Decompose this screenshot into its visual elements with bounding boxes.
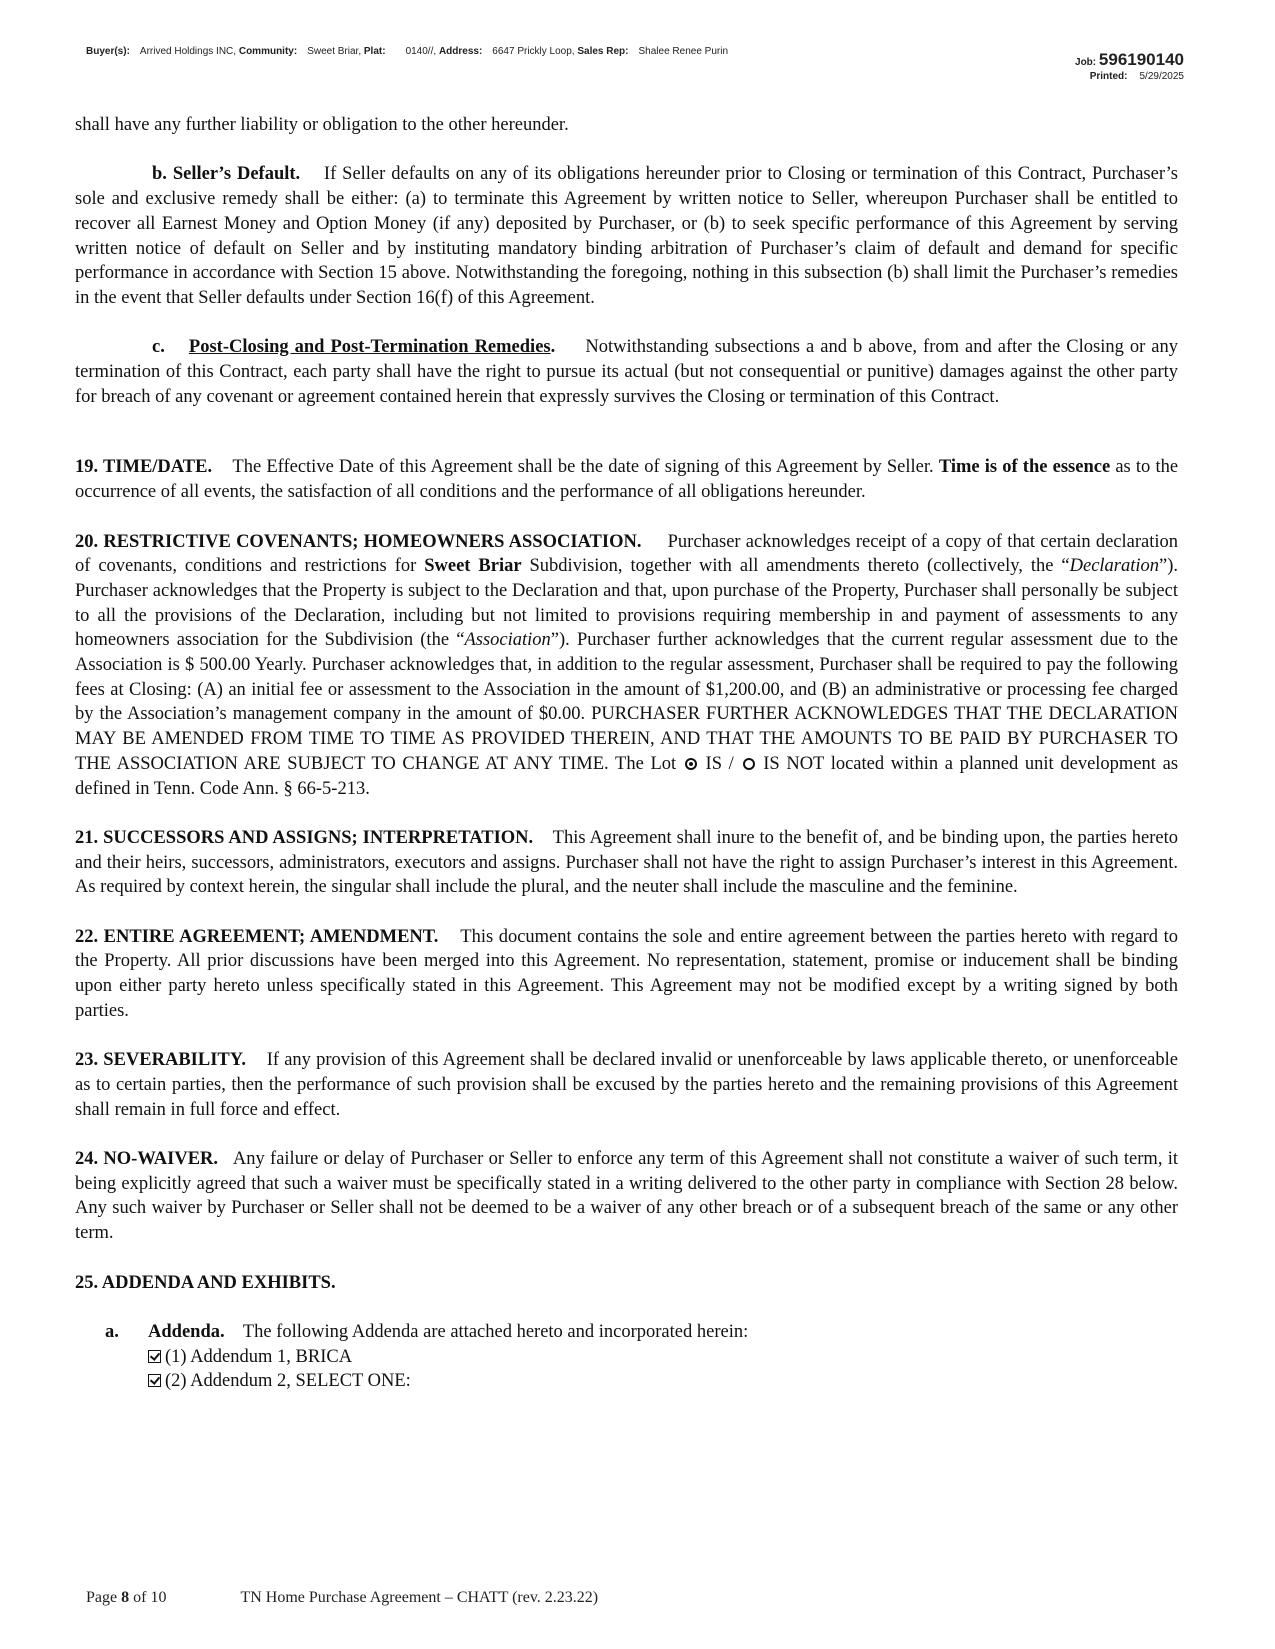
section-21	[75, 826, 1178, 900]
section-25-heading: 25. ADDENDA AND EXHIBITS.	[75, 1272, 336, 1293]
section-25a-text: The following Addenda are attached hereto and incorporated herein:	[242, 1321, 749, 1342]
addendum-1-checkbox[interactable]	[148, 1350, 161, 1363]
section-19-text2: as to the occurrence of all events, the satisfaction of all conditions and the performance of all obligations hereunder.	[75, 457, 1179, 503]
association-term: Association	[464, 630, 551, 651]
form-name: TN Home Purchase Agreement – CHATT (rev. 2.23.22)	[240, 1589, 599, 1606]
section-25a-title: Addenda.	[148, 1321, 225, 1342]
pud-is-not-label: IS NOT located within a planned unit development as defined in Tenn. Code Ann. § 66-5-213.	[75, 753, 1179, 799]
section-18c-title: Post-Closing and Post-Termination Remedies	[188, 337, 551, 358]
section-20-text-4: ”). Purchaser further acknowledges that the current regular assessment due to the Association is $ 500.00 Yearly. Purchaser acknowledges that, in addition to the regular assessment, Purchaser shall be required to pay the following fees at Closing: (A) an initial fee or assessment to the Association in the amount of $1,200.00, and (B) an administrative or processing fee charged by the Association’s management company in the amount of $0.00. PURCHASER FURTHER ACKNOWLEDGES THAT THE DECLARATION MAY BE AMENDED FROM TIME TO TIME AS PROVIDED THEREIN, AND THAT THE AMOUNTS TO BE PAID BY PURCHASER TO THE ASSOCIATION ARE SUBJECT TO CHANGE AT ANY TIME. The Lot	[75, 630, 1178, 774]
page-number: 8	[121, 1589, 130, 1606]
section-20	[75, 530, 1178, 802]
addendum-2-checkbox[interactable]	[148, 1374, 161, 1387]
address-label: Address:	[438, 46, 483, 57]
section-23-heading: 23. SEVERABILITY.	[75, 1050, 247, 1071]
section-18c-text: Notwithstanding subsections a and b above, from and after the Closing or any termination of this Contract, each party shall have the right to pursue its actual (but not consequential or punitive) damages against the other party for breach of any covenant or agreement contained herein that expressly survives the Closing or termination of this Contract.	[75, 337, 1179, 407]
subdivision-name: Sweet Briar	[424, 556, 522, 577]
declaration-term: Declaration	[1069, 556, 1160, 577]
buyer-label: Buyer(s):	[86, 46, 130, 57]
section-20-heading: 20. RESTRICTIVE COVENANTS; HOMEOWNERS ASSOCIATION.	[75, 531, 642, 552]
printed-label: Printed:	[1089, 71, 1128, 82]
section-24-text: Any failure or delay of Purchaser or Seller to enforce any term of this Agreement shall not constitute a waiver of such term, it being explicitly agreed that such a waiver must be specifically stated in a writing delivered to the other party in compliance with Section 28 below. Any such waiver by Purchaser or Seller shall not be deemed to be a waiver of any other breach or of a subsequent breach of the same or any other term.	[75, 1149, 1179, 1244]
section-19-heading: 19. TIME/DATE.	[75, 457, 213, 478]
section-25a	[75, 1320, 1178, 1345]
section-22	[75, 925, 1178, 1024]
section-22-text: This document contains the sole and entire agreement between the parties hereto with regard to the Property. All prior discussions have been merged into this Agreement. No representation, statement, promise or inducement shall be binding upon either party hereto unless specifically stated in this Agreement. This Agreement may not be modified except by a writing signed by both parties.	[75, 926, 1179, 1021]
printed-date: 5/29/2025	[1139, 71, 1184, 82]
section-25a-letter: a.	[105, 1321, 119, 1342]
sales-rep-label: Sales Rep:	[577, 46, 629, 57]
addendum-item	[75, 1369, 1178, 1394]
section-25	[75, 1271, 1178, 1296]
community-label: Community:	[238, 46, 298, 57]
page-suffix: of 10	[133, 1589, 167, 1606]
section-19-bold: Time is of the essence	[938, 457, 1111, 478]
section-20-text-3: ”). Purchaser acknowledges that the Property is subject to the Declaration and that, upon purchase of the Property, Purchaser shall personally be subject to all the provisions of the Declaration, including but not limited to provisions requiring membership in and payment of assessments to any homeowners association for the Subdivision (the “	[75, 556, 1179, 651]
job-info	[1075, 50, 1184, 82]
section-18c-letter: c.	[152, 337, 165, 358]
section-20-text-1: Purchaser acknowledges receipt of a copy of that certain declaration of covenants, conditions and restrictions for	[75, 531, 1179, 577]
plat-label: Plat:	[363, 46, 386, 57]
buyer-value: Arrived Holdings INC,	[139, 46, 237, 57]
page-header	[86, 46, 728, 57]
addendum-1-label: (1) Addendum 1, BRICA	[165, 1346, 353, 1367]
section-23	[75, 1048, 1178, 1122]
section-18b-label: b. Seller’s Default.	[152, 164, 301, 185]
section-18b	[75, 162, 1178, 310]
address-value: 6647 Prickly Loop,	[492, 46, 575, 57]
section-23-text: If any provision of this Agreement shall be declared invalid or unenforceable by laws applicable thereto, or unenforceable as to certain parties, then the performance of such provision shall be excused by the parties hereto and the remaining provisions of this Agreement shall remain in full force and effect.	[75, 1050, 1178, 1120]
section-22-heading: 22. ENTIRE AGREEMENT; AMENDMENT.	[75, 926, 439, 947]
plat-value: 0140//,	[405, 46, 437, 57]
section-21-text: This Agreement shall inure to the benefit of, and be binding upon, the parties hereto and their heirs, successors, administrators, executors and assigns. Purchaser shall not have the right to assign Purchaser’s interest in this Agreement. As required by context herein, the singular shall include the plural, and the neuter shall include the masculine and the feminine.	[75, 827, 1178, 898]
job-number: 596190140	[1098, 50, 1184, 69]
section-24	[75, 1147, 1178, 1246]
sales-rep-value: Shalee Renee Purin	[638, 46, 729, 57]
section-19	[75, 455, 1178, 504]
job-label: Job:	[1075, 57, 1097, 68]
document-body	[75, 113, 1178, 1394]
continuation-text: shall have any further liability or obligation to the other hereunder.	[75, 115, 569, 135]
page-footer	[86, 1589, 598, 1607]
addendum-2-label: (2) Addendum 2, SELECT ONE:	[165, 1371, 411, 1392]
section-24-heading: 24. NO-WAIVER.	[75, 1149, 219, 1170]
page-prefix: Page	[86, 1589, 118, 1606]
pud-is-radio[interactable]	[685, 758, 697, 770]
community-value: Sweet Briar,	[307, 46, 362, 57]
section-18b-text: If Seller defaults on any of its obligations hereunder prior to Closing or termination of this Contract, Purchaser’s sole and exclusive remedy shall be either: (a) to terminate this Agreement by written notice to Seller, whereupon Purchaser shall be entitled to recover all Earnest Money and Option Money (if any) deposited by Purchaser, or (b) to seek specific performance of this Agreement by serving written notice of default on Seller and by instituting mandatory binding arbitration of Purchaser’s claim of default and demand for specific performance in accordance with Section 15 above. Notwithstanding the foregoing, nothing in this subsection (b) shall limit the Purchaser’s remedies in the event that Seller defaults under Section 16(f) of this Agreement.	[75, 164, 1179, 308]
section-19-text: The Effective Date of this Agreement shall be the date of signing of this Agreement by Seller.	[232, 457, 934, 478]
pud-is-not-radio[interactable]	[743, 758, 755, 770]
section-18c: c. Post-Closing and Post-Termination Remedies. Notwithstanding subsections a and b above, from and after the Closing or any termination of this Contract, each party shall have the right to pursue its actual (but not consequential or punitive) damages against the other party for breach of any covenant or agreement contained herein that expressly survives the Closing or termination of this Contract.	[75, 337, 1179, 407]
section-21-heading: 21. SUCCESSORS AND ASSIGNS; INTERPRETATION.	[75, 827, 534, 848]
pud-is-label: IS /	[705, 753, 734, 774]
section-20-text-2: Subdivision, together with all amendments thereto (collectively, the “	[529, 556, 1070, 577]
addendum-item	[75, 1345, 1178, 1370]
